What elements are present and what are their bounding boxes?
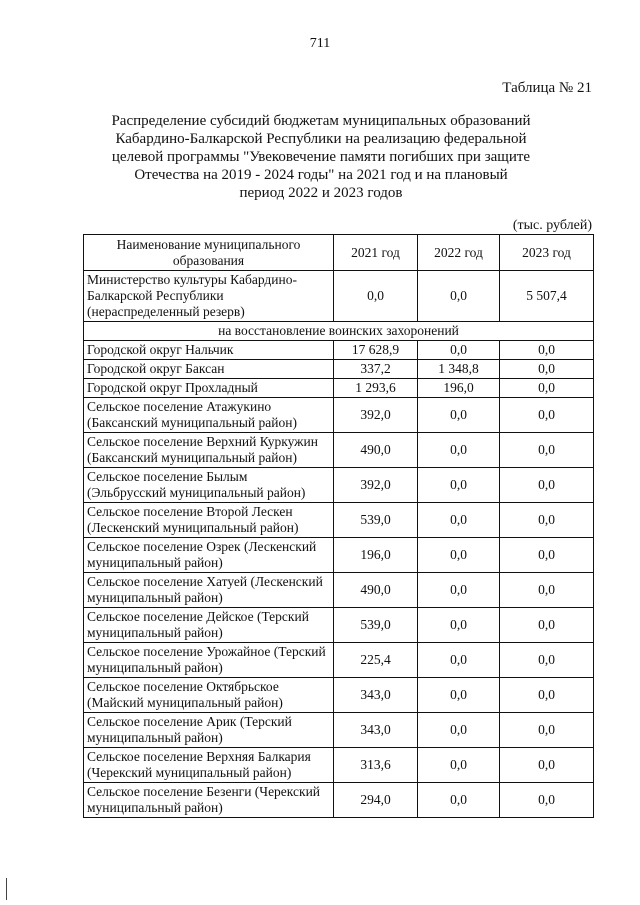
- section-row: [84, 322, 594, 341]
- row-name: Сельское поселение Былым (Эльбрусский муниципальный район): [84, 468, 334, 503]
- row-2022: 0,0: [418, 271, 500, 322]
- table-row: [84, 748, 594, 783]
- title-line: Отечества на 2019 - 2024 годы" на 2021 год и на плановый: [134, 167, 508, 183]
- row-name: Министерство культуры Кабардино-Балкарской Республики (нераспределенный резерв): [84, 271, 334, 322]
- row-2023: 0,0: [500, 360, 594, 379]
- row-2023: 0,0: [500, 608, 594, 643]
- section-label: на восстановление воинских захоронений: [84, 322, 594, 341]
- table-row: [84, 468, 594, 503]
- row-2023: 0,0: [500, 341, 594, 360]
- row-name: Сельское поселение Урожайное (Терский муниципальный район): [84, 643, 334, 678]
- row-2022: 1 348,8: [418, 360, 500, 379]
- row-2021: 337,2: [334, 360, 418, 379]
- row-2021: 1 293,6: [334, 379, 418, 398]
- row-2022: 0,0: [418, 503, 500, 538]
- table-row: [84, 503, 594, 538]
- title-line: период 2022 и 2023 годов: [239, 185, 403, 201]
- reserve-row: [84, 271, 594, 322]
- row-2023: 0,0: [500, 573, 594, 608]
- row-2023: 0,0: [500, 503, 594, 538]
- header-name: Наименование муниципального образования: [84, 235, 334, 271]
- row-2022: 0,0: [418, 643, 500, 678]
- row-2022: 0,0: [418, 433, 500, 468]
- row-2023: 0,0: [500, 468, 594, 503]
- table-row: [84, 360, 594, 379]
- row-2022: 0,0: [418, 608, 500, 643]
- row-2021: 539,0: [334, 503, 418, 538]
- row-2022: 196,0: [418, 379, 500, 398]
- row-name: Сельское поселение Безенги (Черекский муниципальный район): [84, 783, 334, 818]
- row-2021: 539,0: [334, 608, 418, 643]
- row-2021: 17 628,9: [334, 341, 418, 360]
- row-2021: 225,4: [334, 643, 418, 678]
- table-row: [84, 379, 594, 398]
- row-name: Сельское поселение Озрек (Лескенский муниципальный район): [84, 538, 334, 573]
- row-2023: 0,0: [500, 783, 594, 818]
- row-2022: 0,0: [418, 748, 500, 783]
- table-row: [84, 783, 594, 818]
- units-label: (тыс. рублей): [512, 218, 592, 233]
- subsidy-table: [83, 234, 594, 818]
- row-2022: 0,0: [418, 468, 500, 503]
- table-row: [84, 538, 594, 573]
- row-2022: 0,0: [418, 398, 500, 433]
- table-row: [84, 643, 594, 678]
- row-name: Сельское поселение Верхний Куркужин (Баксанский муниципальный район): [84, 433, 334, 468]
- row-name: Городской округ Прохладный: [84, 379, 334, 398]
- row-2021: 196,0: [334, 538, 418, 573]
- row-2022: 0,0: [418, 678, 500, 713]
- row-2023: 0,0: [500, 748, 594, 783]
- header-2023: 2023 год: [500, 235, 594, 271]
- row-2023: 0,0: [500, 678, 594, 713]
- table-row: [84, 573, 594, 608]
- table-row: [84, 433, 594, 468]
- row-2023: 0,0: [500, 538, 594, 573]
- row-2023: 0,0: [500, 713, 594, 748]
- title-line: целевой программы "Увековечение памяти погибших при защите: [111, 149, 531, 165]
- header-2021: 2021 год: [334, 235, 418, 271]
- row-name: Сельское поселение Атажукино (Баксанский муниципальный район): [84, 398, 334, 433]
- table-row: [84, 398, 594, 433]
- row-name: Сельское поселение Хатуей (Лескенский муниципальный район): [84, 573, 334, 608]
- row-2023: 0,0: [500, 379, 594, 398]
- row-2021: 490,0: [334, 573, 418, 608]
- row-2021: 490,0: [334, 433, 418, 468]
- table-header-row: [84, 235, 594, 271]
- margin-mark: [6, 878, 7, 900]
- page-number: 711: [309, 36, 331, 51]
- row-2023: 0,0: [500, 643, 594, 678]
- row-2021: 313,6: [334, 748, 418, 783]
- title-line: Кабардино-Балкарской Республики на реализацию федеральной: [115, 131, 527, 147]
- row-name: Городской округ Нальчик: [84, 341, 334, 360]
- row-2022: 0,0: [418, 713, 500, 748]
- row-name: Городской округ Баксан: [84, 360, 334, 379]
- row-2022: 0,0: [418, 783, 500, 818]
- row-name: Сельское поселение Верхняя Балкария (Черекский муниципальный район): [84, 748, 334, 783]
- table-row: [84, 608, 594, 643]
- title-line: Распределение субсидий бюджетам муниципальных образований: [111, 113, 531, 129]
- table-row: [84, 341, 594, 360]
- row-2021: 343,0: [334, 678, 418, 713]
- row-2022: 0,0: [418, 341, 500, 360]
- table-row: [84, 678, 594, 713]
- row-name: Сельское поселение Дейское (Терский муниципальный район): [84, 608, 334, 643]
- row-name: Сельское поселение Арик (Терский муниципальный район): [84, 713, 334, 748]
- row-2022: 0,0: [418, 573, 500, 608]
- row-2021: 392,0: [334, 468, 418, 503]
- row-2023: 0,0: [500, 433, 594, 468]
- row-2021: 0,0: [334, 271, 418, 322]
- row-2023: 0,0: [500, 398, 594, 433]
- row-name: Сельское поселение Октябрьское (Майский муниципальный район): [84, 678, 334, 713]
- row-2023: 5 507,4: [500, 271, 594, 322]
- document-title: [90, 112, 552, 202]
- row-2022: 0,0: [418, 538, 500, 573]
- header-2022: 2022 год: [418, 235, 500, 271]
- row-name: Сельское поселение Второй Лескен (Лескенский муниципальный район): [84, 503, 334, 538]
- table-body: [84, 271, 594, 818]
- row-2021: 343,0: [334, 713, 418, 748]
- table-label: Таблица № 21: [502, 80, 592, 96]
- row-2021: 294,0: [334, 783, 418, 818]
- row-2021: 392,0: [334, 398, 418, 433]
- table-row: [84, 713, 594, 748]
